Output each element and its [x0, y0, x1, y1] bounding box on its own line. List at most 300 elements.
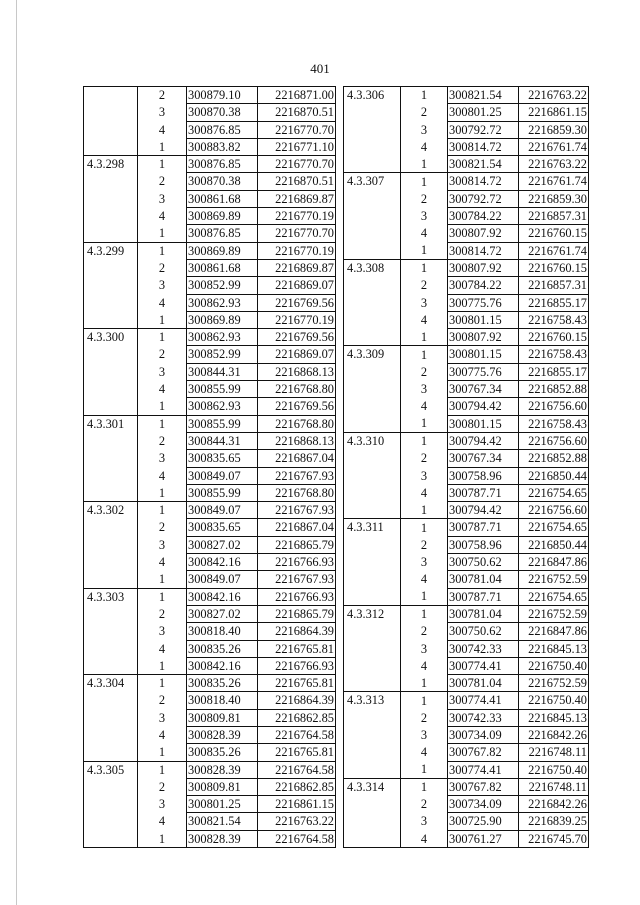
table-row [344, 121, 589, 138]
section-number-cell [344, 398, 401, 415]
section-number-cell [344, 121, 401, 138]
point-number-cell: 2 [401, 277, 448, 294]
x-coordinate-cell: 300784.22 [448, 208, 519, 225]
x-coordinate-cell: 300807.92 [448, 329, 519, 346]
section-number-cell: 4.3.306 [344, 87, 401, 104]
x-coordinate-cell: 300787.71 [448, 519, 519, 536]
point-number-cell: 4 [401, 657, 448, 674]
y-coordinate-cell: 2216768.80 [258, 415, 336, 432]
point-number-cell: 1 [401, 242, 448, 259]
section-number-cell [84, 121, 138, 138]
point-number-cell: 3 [401, 294, 448, 311]
section-number-cell [84, 744, 138, 761]
x-coordinate-cell: 300828.39 [187, 726, 258, 743]
point-number-cell: 1 [401, 605, 448, 622]
point-number-cell: 1 [401, 87, 448, 104]
table-row [344, 329, 589, 346]
y-coordinate-cell: 2216770.70 [258, 156, 336, 173]
y-coordinate-cell: 2216754.65 [519, 588, 589, 605]
table-row [84, 675, 336, 692]
section-number-cell [84, 692, 138, 709]
section-number-cell [84, 277, 138, 294]
x-coordinate-cell: 300767.34 [448, 450, 519, 467]
y-coordinate-cell: 2216765.81 [258, 675, 336, 692]
section-number-cell [84, 640, 138, 657]
point-number-cell: 3 [401, 121, 448, 138]
section-number-cell [84, 208, 138, 225]
table-row [344, 450, 589, 467]
y-coordinate-cell: 2216852.88 [519, 450, 589, 467]
point-number-cell: 3 [401, 554, 448, 571]
table-row [84, 605, 336, 622]
point-number-cell: 1 [138, 484, 187, 501]
section-number-cell [344, 467, 401, 484]
point-number-cell: 4 [138, 813, 187, 830]
table-row [344, 432, 589, 449]
table-row [84, 761, 336, 778]
y-coordinate-cell: 2216859.30 [519, 190, 589, 207]
x-coordinate-cell: 300801.25 [448, 104, 519, 121]
x-coordinate-cell: 300821.54 [187, 813, 258, 830]
point-number-cell: 4 [401, 138, 448, 155]
table-row [344, 709, 589, 726]
section-number-cell: 4.3.308 [344, 259, 401, 276]
section-number-cell [344, 242, 401, 259]
x-coordinate-cell: 300781.04 [448, 605, 519, 622]
table-row [344, 692, 589, 709]
y-coordinate-cell: 2216869.07 [258, 277, 336, 294]
point-number-cell: 1 [401, 415, 448, 432]
section-number-cell: 4.3.314 [344, 778, 401, 795]
x-coordinate-cell: 300852.99 [187, 346, 258, 363]
point-number-cell: 2 [401, 536, 448, 553]
point-number-cell: 3 [138, 709, 187, 726]
point-number-cell: 2 [138, 432, 187, 449]
table-row [84, 87, 336, 104]
section-number-cell [84, 605, 138, 622]
table-row [344, 87, 589, 104]
point-number-cell: 3 [401, 726, 448, 743]
point-number-cell: 1 [138, 830, 187, 847]
table-row [84, 830, 336, 847]
section-number-cell [344, 329, 401, 346]
table-row [344, 156, 589, 173]
table-row [344, 744, 589, 761]
table-row [84, 519, 336, 536]
point-number-cell: 1 [401, 519, 448, 536]
section-number-cell: 4.3.312 [344, 605, 401, 622]
table-row [84, 173, 336, 190]
section-number-cell [84, 138, 138, 155]
x-coordinate-cell: 300835.65 [187, 519, 258, 536]
section-number-cell: 4.3.307 [344, 173, 401, 190]
point-number-cell: 1 [138, 657, 187, 674]
y-coordinate-cell: 2216765.81 [258, 744, 336, 761]
point-number-cell: 2 [401, 190, 448, 207]
table-row [84, 294, 336, 311]
page-edge-line [16, 0, 17, 905]
x-coordinate-cell: 300862.93 [187, 329, 258, 346]
table-row [84, 796, 336, 813]
table-row [344, 173, 589, 190]
x-coordinate-cell: 300774.41 [448, 761, 519, 778]
point-number-cell: 2 [401, 363, 448, 380]
section-number-cell [344, 156, 401, 173]
point-number-cell: 3 [401, 640, 448, 657]
point-number-cell: 3 [138, 277, 187, 294]
point-number-cell: 1 [138, 761, 187, 778]
point-number-cell: 1 [401, 778, 448, 795]
section-number-cell [84, 830, 138, 847]
x-coordinate-cell: 300794.42 [448, 398, 519, 415]
table-row [344, 346, 589, 363]
y-coordinate-cell: 2216761.74 [519, 173, 589, 190]
section-number-cell [344, 554, 401, 571]
y-coordinate-cell: 2216761.74 [519, 242, 589, 259]
table-row [84, 709, 336, 726]
table-row [84, 242, 336, 259]
section-number-cell: 4.3.310 [344, 432, 401, 449]
x-coordinate-cell: 300821.54 [448, 87, 519, 104]
point-number-cell: 1 [138, 571, 187, 588]
table-row [84, 657, 336, 674]
x-coordinate-cell: 300876.85 [187, 121, 258, 138]
point-number-cell: 1 [138, 156, 187, 173]
y-coordinate-cell: 2216764.58 [258, 726, 336, 743]
y-coordinate-cell: 2216760.15 [519, 225, 589, 242]
y-coordinate-cell: 2216864.39 [258, 692, 336, 709]
table-row [344, 190, 589, 207]
y-coordinate-cell: 2216855.17 [519, 294, 589, 311]
y-coordinate-cell: 2216750.40 [519, 761, 589, 778]
point-number-cell: 1 [401, 761, 448, 778]
x-coordinate-cell: 300767.82 [448, 778, 519, 795]
x-coordinate-cell: 300842.16 [187, 588, 258, 605]
point-number-cell: 1 [138, 415, 187, 432]
section-number-cell: 4.3.303 [84, 588, 138, 605]
table-row [344, 519, 589, 536]
table-row [344, 830, 589, 847]
x-coordinate-cell: 300787.71 [448, 588, 519, 605]
y-coordinate-cell: 2216867.04 [258, 519, 336, 536]
y-coordinate-cell: 2216768.80 [258, 381, 336, 398]
page-number: 401 [310, 61, 330, 76]
y-coordinate-cell: 2216868.13 [258, 432, 336, 449]
point-number-cell: 1 [401, 329, 448, 346]
y-coordinate-cell: 2216761.74 [519, 138, 589, 155]
point-number-cell: 1 [138, 225, 187, 242]
x-coordinate-cell: 300781.04 [448, 571, 519, 588]
y-coordinate-cell: 2216868.13 [258, 363, 336, 380]
section-number-cell [84, 363, 138, 380]
y-coordinate-cell: 2216769.56 [258, 329, 336, 346]
y-coordinate-cell: 2216748.11 [519, 744, 589, 761]
point-number-cell: 2 [401, 709, 448, 726]
table-row [84, 484, 336, 501]
section-number-cell [84, 519, 138, 536]
x-coordinate-cell: 300876.85 [187, 225, 258, 242]
y-coordinate-cell: 2216752.59 [519, 675, 589, 692]
y-coordinate-cell: 2216763.22 [519, 87, 589, 104]
y-coordinate-cell: 2216764.58 [258, 830, 336, 847]
section-number-cell [344, 450, 401, 467]
section-number-cell [84, 311, 138, 328]
section-number-cell [344, 830, 401, 847]
y-coordinate-cell: 2216770.19 [258, 208, 336, 225]
y-coordinate-cell: 2216857.31 [519, 208, 589, 225]
section-number-cell [344, 640, 401, 657]
y-coordinate-cell: 2216865.79 [258, 605, 336, 622]
point-number-cell: 2 [401, 796, 448, 813]
table-row [344, 761, 589, 778]
section-number-cell [84, 87, 138, 104]
section-number-cell [344, 104, 401, 121]
y-coordinate-cell: 2216850.44 [519, 467, 589, 484]
table-row [344, 415, 589, 432]
y-coordinate-cell: 2216770.70 [258, 225, 336, 242]
x-coordinate-cell: 300870.38 [187, 104, 258, 121]
section-number-cell [344, 311, 401, 328]
table-row [84, 692, 336, 709]
point-number-cell: 2 [138, 605, 187, 622]
point-number-cell: 2 [138, 778, 187, 795]
table-row [84, 190, 336, 207]
y-coordinate-cell: 2216870.51 [258, 104, 336, 121]
table-row [344, 311, 589, 328]
x-coordinate-cell: 300775.76 [448, 294, 519, 311]
x-coordinate-cell: 300861.68 [187, 190, 258, 207]
table-row [344, 726, 589, 743]
x-coordinate-cell: 300750.62 [448, 623, 519, 640]
x-coordinate-cell: 300844.31 [187, 363, 258, 380]
table-row [344, 138, 589, 155]
point-number-cell: 1 [138, 675, 187, 692]
table-row [84, 104, 336, 121]
x-coordinate-cell: 300849.07 [187, 502, 258, 519]
section-number-cell [344, 277, 401, 294]
section-number-cell [84, 259, 138, 276]
section-number-cell [84, 225, 138, 242]
y-coordinate-cell: 2216766.93 [258, 554, 336, 571]
coordinates-table-left-body [84, 87, 336, 848]
table-row [84, 588, 336, 605]
section-number-cell [84, 173, 138, 190]
point-number-cell: 4 [401, 571, 448, 588]
point-number-cell: 3 [138, 190, 187, 207]
table-row [84, 259, 336, 276]
table-row [84, 346, 336, 363]
x-coordinate-cell: 300861.68 [187, 259, 258, 276]
x-coordinate-cell: 300855.99 [187, 381, 258, 398]
point-number-cell: 1 [138, 744, 187, 761]
section-number-cell: 4.3.311 [344, 519, 401, 536]
table-row [344, 605, 589, 622]
point-number-cell: 4 [401, 744, 448, 761]
y-coordinate-cell: 2216767.93 [258, 571, 336, 588]
y-coordinate-cell: 2216752.59 [519, 605, 589, 622]
y-coordinate-cell: 2216752.59 [519, 571, 589, 588]
point-number-cell: 3 [138, 623, 187, 640]
table-row [84, 121, 336, 138]
y-coordinate-cell: 2216867.04 [258, 450, 336, 467]
point-number-cell: 1 [401, 588, 448, 605]
x-coordinate-cell: 300750.62 [448, 554, 519, 571]
section-number-cell [84, 813, 138, 830]
point-number-cell: 3 [401, 467, 448, 484]
table-row [344, 104, 589, 121]
table-row [84, 726, 336, 743]
section-number-cell [84, 778, 138, 795]
section-number-cell [84, 450, 138, 467]
section-number-cell [344, 744, 401, 761]
y-coordinate-cell: 2216754.65 [519, 519, 589, 536]
table-row [344, 796, 589, 813]
table-row [84, 432, 336, 449]
section-number-cell [344, 726, 401, 743]
y-coordinate-cell: 2216847.86 [519, 554, 589, 571]
table-row [84, 778, 336, 795]
section-number-cell [344, 761, 401, 778]
y-coordinate-cell: 2216769.56 [258, 294, 336, 311]
x-coordinate-cell: 300827.02 [187, 536, 258, 553]
x-coordinate-cell: 300792.72 [448, 121, 519, 138]
x-coordinate-cell: 300807.92 [448, 225, 519, 242]
section-number-cell: 4.3.313 [344, 692, 401, 709]
y-coordinate-cell: 2216847.86 [519, 623, 589, 640]
section-number-cell [84, 432, 138, 449]
x-coordinate-cell: 300827.02 [187, 605, 258, 622]
section-number-cell [84, 467, 138, 484]
section-number-cell [344, 536, 401, 553]
table-row [84, 450, 336, 467]
section-number-cell [344, 381, 401, 398]
x-coordinate-cell: 300869.89 [187, 208, 258, 225]
point-number-cell: 1 [138, 398, 187, 415]
x-coordinate-cell: 300734.09 [448, 796, 519, 813]
point-number-cell: 4 [138, 726, 187, 743]
table-row [84, 363, 336, 380]
x-coordinate-cell: 300869.89 [187, 242, 258, 259]
section-number-cell [84, 104, 138, 121]
y-coordinate-cell: 2216862.85 [258, 709, 336, 726]
y-coordinate-cell: 2216855.17 [519, 363, 589, 380]
table-row [84, 813, 336, 830]
point-number-cell: 1 [401, 156, 448, 173]
section-number-cell [344, 363, 401, 380]
x-coordinate-cell: 300774.41 [448, 692, 519, 709]
table-row [344, 398, 589, 415]
point-number-cell: 3 [138, 796, 187, 813]
section-number-cell: 4.3.298 [84, 156, 138, 173]
y-coordinate-cell: 2216859.30 [519, 121, 589, 138]
y-coordinate-cell: 2216770.19 [258, 311, 336, 328]
y-coordinate-cell: 2216865.79 [258, 536, 336, 553]
y-coordinate-cell: 2216758.43 [519, 415, 589, 432]
y-coordinate-cell: 2216767.93 [258, 502, 336, 519]
y-coordinate-cell: 2216765.81 [258, 640, 336, 657]
x-coordinate-cell: 300828.39 [187, 761, 258, 778]
table-row [344, 363, 589, 380]
x-coordinate-cell: 300842.16 [187, 554, 258, 571]
y-coordinate-cell: 2216869.07 [258, 346, 336, 363]
coordinates-table-right-body [344, 87, 589, 848]
point-number-cell: 1 [138, 588, 187, 605]
point-number-cell: 3 [401, 813, 448, 830]
x-coordinate-cell: 300842.16 [187, 657, 258, 674]
table-row [84, 623, 336, 640]
point-number-cell: 4 [138, 554, 187, 571]
table-row [344, 813, 589, 830]
y-coordinate-cell: 2216852.88 [519, 381, 589, 398]
table-row [84, 554, 336, 571]
x-coordinate-cell: 300761.27 [448, 830, 519, 847]
x-coordinate-cell: 300801.15 [448, 415, 519, 432]
x-coordinate-cell: 300807.92 [448, 259, 519, 276]
x-coordinate-cell: 300835.26 [187, 744, 258, 761]
point-number-cell: 1 [401, 675, 448, 692]
x-coordinate-cell: 300814.72 [448, 242, 519, 259]
x-coordinate-cell: 300742.33 [448, 709, 519, 726]
table-row [84, 744, 336, 761]
section-number-cell: 4.3.301 [84, 415, 138, 432]
section-number-cell [84, 796, 138, 813]
section-number-cell [84, 346, 138, 363]
y-coordinate-cell: 2216756.60 [519, 398, 589, 415]
x-coordinate-cell: 300725.90 [448, 813, 519, 830]
section-number-cell [344, 138, 401, 155]
y-coordinate-cell: 2216845.13 [519, 709, 589, 726]
point-number-cell: 1 [401, 692, 448, 709]
point-number-cell: 4 [401, 830, 448, 847]
section-number-cell: 4.3.305 [84, 761, 138, 778]
x-coordinate-cell: 300818.40 [187, 623, 258, 640]
table-row [344, 381, 589, 398]
x-coordinate-cell: 300801.15 [448, 311, 519, 328]
point-number-cell: 1 [401, 173, 448, 190]
x-coordinate-cell: 300835.65 [187, 450, 258, 467]
point-number-cell: 2 [401, 104, 448, 121]
y-coordinate-cell: 2216768.80 [258, 484, 336, 501]
point-number-cell: 2 [138, 87, 187, 104]
point-number-cell: 4 [401, 484, 448, 501]
table-row [84, 208, 336, 225]
section-number-cell [344, 588, 401, 605]
table-row [344, 778, 589, 795]
table-row [344, 259, 589, 276]
x-coordinate-cell: 300855.99 [187, 484, 258, 501]
section-number-cell [84, 536, 138, 553]
coordinates-table-right [343, 86, 589, 848]
table-row [344, 467, 589, 484]
section-number-cell [84, 398, 138, 415]
table-row [344, 640, 589, 657]
x-coordinate-cell: 300855.99 [187, 415, 258, 432]
x-coordinate-cell: 300862.93 [187, 294, 258, 311]
section-number-cell [344, 813, 401, 830]
y-coordinate-cell: 2216770.70 [258, 121, 336, 138]
y-coordinate-cell: 2216750.40 [519, 657, 589, 674]
point-number-cell: 4 [401, 225, 448, 242]
y-coordinate-cell: 2216766.93 [258, 657, 336, 674]
table-row [84, 138, 336, 155]
y-coordinate-cell: 2216758.43 [519, 346, 589, 363]
section-number-cell [344, 294, 401, 311]
table-row [344, 294, 589, 311]
y-coordinate-cell: 2216760.15 [519, 259, 589, 276]
x-coordinate-cell: 300801.15 [448, 346, 519, 363]
section-number-cell [344, 190, 401, 207]
y-coordinate-cell: 2216861.15 [258, 796, 336, 813]
